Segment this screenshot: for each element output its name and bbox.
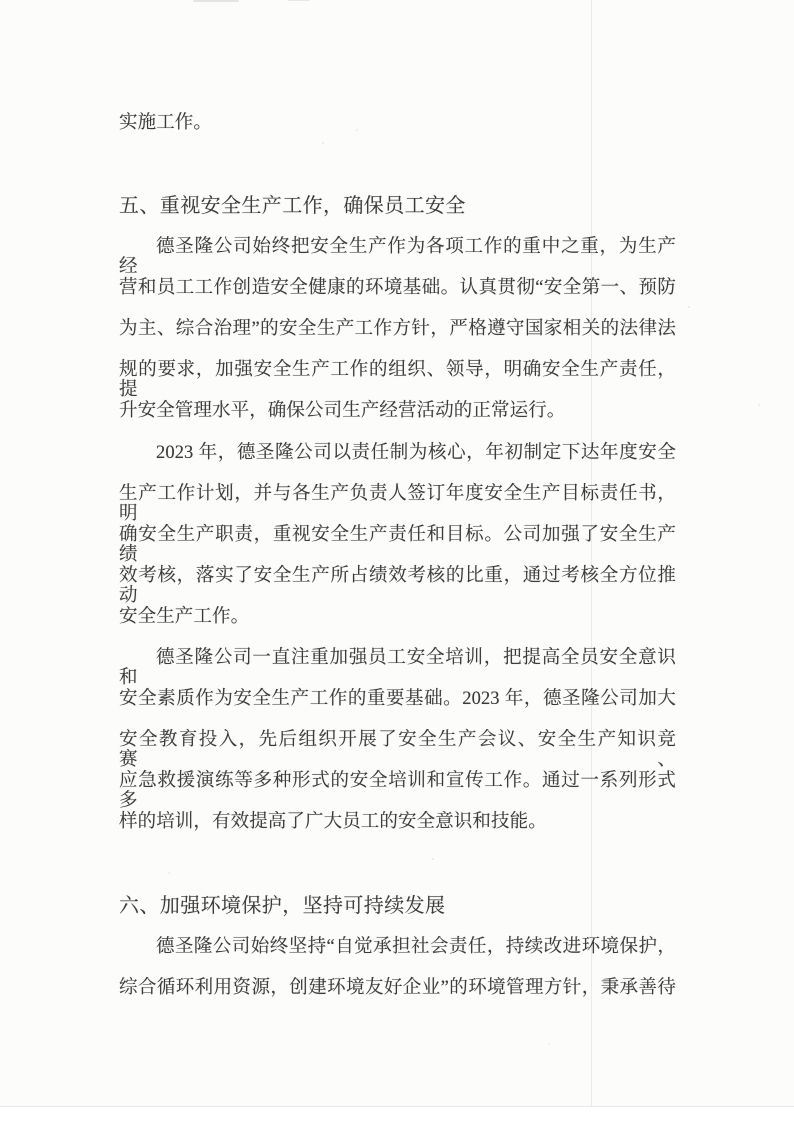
text-line: 升安全管理水平，确保公司生产经营活动的正常运行。 xyxy=(119,401,566,421)
text-line: 营和员工工作创造安全健康的环境基础。认真贯彻“安全第一、预防 xyxy=(119,278,676,298)
text-line: 规的要求，加强安全生产工作的组织、领导，明确安全生产责任，提 xyxy=(119,360,676,400)
text-line: 安全生产工作。 xyxy=(119,607,250,627)
text-line: 德圣隆公司始终把安全生产作为各项工作的重中之重，为生产经 xyxy=(119,237,676,277)
text-line: 生产工作计划，并与各生产负责人签订年度安全生产目标责任书，明 xyxy=(119,484,676,524)
text-line: 应急救援演练等多种形式的安全培训和宣传工作。通过一系列形式多 xyxy=(119,771,676,811)
text-line: 2023 年，德圣隆公司以责任制为核心，年初制定下达年度安全 xyxy=(156,443,676,463)
scan-noise-specks xyxy=(0,0,2,2)
section-heading-6: 六、加强环境保护，坚持可持续发展 xyxy=(119,895,446,917)
text-line: 德圣隆公司一直注重加强员工安全培训，把提高全员安全意识和 xyxy=(119,648,676,688)
text-line: 样的培训，有效提高了广大员工的安全意识和技能。 xyxy=(119,812,547,832)
text-line: 效考核，落实了安全生产所占绩效考核的比重，通过考核全方位推动 xyxy=(119,566,676,606)
text-line: 综合循环利用资源，创建环境友好企业”的环境管理方针，秉承善待 xyxy=(119,978,676,998)
scan-smudge xyxy=(193,0,239,2)
paragraph-fragment-line: 实施工作。 xyxy=(119,113,213,133)
scan-smudge xyxy=(288,0,310,1)
section-heading-5: 五、重视安全生产工作，确保员工安全 xyxy=(119,195,466,217)
text-line: 德圣隆公司始终坚持“自觉承担社会责任，持续改进环境保护， xyxy=(156,937,676,957)
text-line: 安全教育投入，先后组织开展了安全生产会议、安全生产知识竞赛、 xyxy=(119,730,676,770)
text-line: 确安全生产职责，重视安全生产责任和目标。公司加强了安全生产绩 xyxy=(119,525,676,565)
text-line: 安全素质作为安全生产工作的重要基础。2023 年，德圣隆公司加大 xyxy=(119,689,676,709)
text-line: 为主、综合治理”的安全生产工作方针，严格遵守国家相关的法律法 xyxy=(119,319,676,339)
scanner-background xyxy=(0,1107,794,1123)
